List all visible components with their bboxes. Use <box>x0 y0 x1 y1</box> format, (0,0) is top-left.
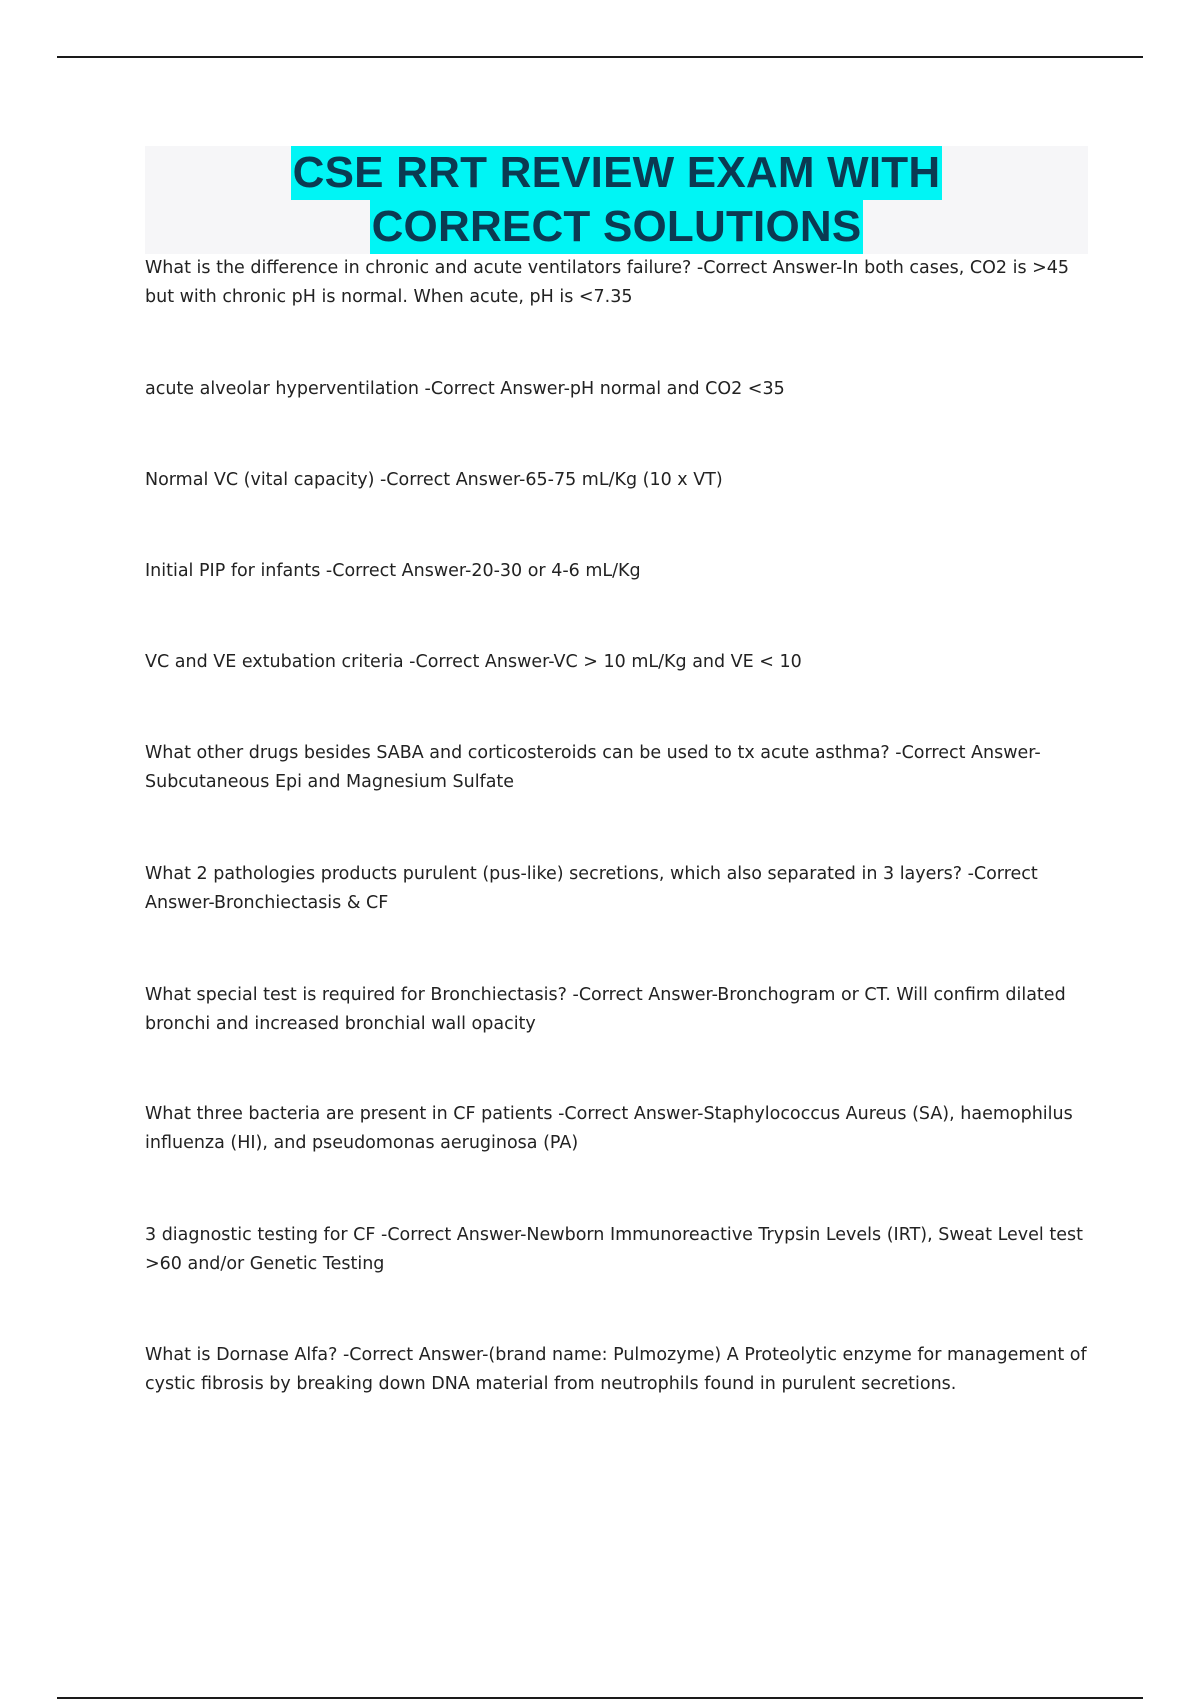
qa-item-5: VC and VE extubation criteria -Correct Answer-VC > 10 mL/Kg and VE < 10 <box>145 652 802 672</box>
qa-item-3: Normal VC (vital capacity) -Correct Answer-65-75 mL/Kg (10 x VT) <box>145 470 723 490</box>
qa-item-8: What special test is required for Bronchiectasis? -Correct Answer-Bronchogram or CT. Will confirm dilated bronchi and increased bronchial wall opacity <box>145 985 1066 1034</box>
qa-item-1: What is the difference in chronic and acute ventilators failure? -Correct Answer-In both cases, CO2 is >45 but with chronic pH is normal. When acute, pH is <7.35 <box>145 258 1070 307</box>
bottom-rule <box>57 1697 1143 1699</box>
qa-item-6: What other drugs besides SABA and corticosteroids can be used to tx acute asthma? -Correct Answer-Subcutaneous Epi and Magnesium Sulfate <box>145 743 1041 792</box>
qa-item-7: What 2 pathologies products purulent (pus-like) secretions, which also separated in 3 layers? -Correct Answer-Bronchiectasis & CF <box>145 864 1038 913</box>
title-line-2: CORRECT SOLUTIONS <box>370 200 864 254</box>
document-title <box>145 146 1088 254</box>
title-line-1: CSE RRT REVIEW EXAM WITH <box>291 146 943 200</box>
qa-item-10: 3 diagnostic testing for CF -Correct Answer-Newborn Immunoreactive Trypsin Levels (IRT), Sweat Level test >60 and/or Genetic Testing <box>145 1225 1083 1274</box>
qa-item-2: acute alveolar hyperventilation -Correct Answer-pH normal and CO2 <35 <box>145 379 785 399</box>
qa-item-4: Initial PIP for infants -Correct Answer-20-30 or 4-6 mL/Kg <box>145 561 641 581</box>
qa-item-11: What is Dornase Alfa? -Correct Answer-(brand name: Pulmozyme) A Proteolytic enzyme for management of cystic fibrosis by breaking down DNA material from neutrophils found in purulent secretions. <box>145 1345 1087 1394</box>
top-rule <box>57 56 1143 58</box>
qa-item-9: What three bacteria are present in CF patients -Correct Answer-Staphylococcus Aureus (SA), haemophilus influenza (HI), and pseudomonas aeruginosa (PA) <box>145 1104 1073 1153</box>
